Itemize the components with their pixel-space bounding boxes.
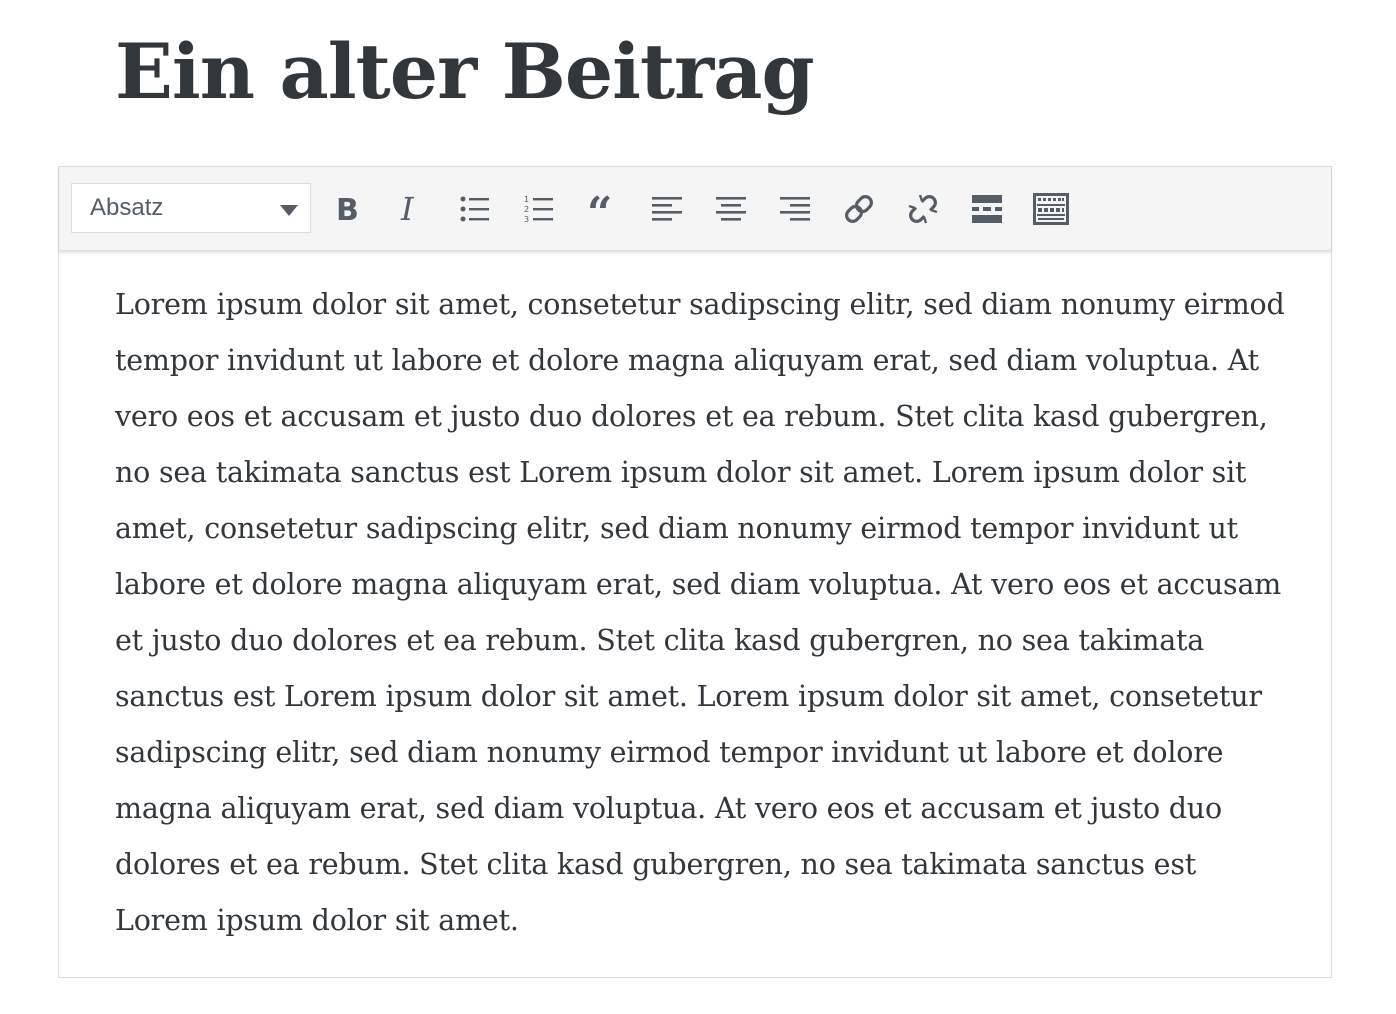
editor bbox=[58, 166, 1332, 978]
editor-toolbar bbox=[59, 167, 1331, 251]
blockquote-button[interactable] bbox=[581, 187, 625, 231]
blockquote-icon bbox=[587, 194, 619, 224]
dropdown-arrow-icon bbox=[280, 205, 298, 216]
read-more-icon bbox=[971, 194, 1003, 224]
svg-text:“: “ bbox=[587, 194, 613, 224]
align-right-icon bbox=[780, 195, 810, 223]
align-left-button[interactable] bbox=[645, 187, 689, 231]
insert-link-button[interactable] bbox=[837, 187, 881, 231]
align-center-icon bbox=[716, 195, 746, 223]
link-icon bbox=[842, 192, 876, 226]
align-left-icon bbox=[652, 195, 682, 223]
align-right-button[interactable] bbox=[773, 187, 817, 231]
italic-button[interactable] bbox=[388, 187, 432, 231]
svg-text:2: 2 bbox=[524, 205, 530, 214]
toolbar-toggle-button[interactable] bbox=[1029, 187, 1073, 231]
bold-button[interactable] bbox=[324, 187, 368, 231]
bulleted-list-icon bbox=[460, 195, 490, 223]
format-select-value: Absatz bbox=[90, 194, 164, 221]
numbered-list-icon bbox=[524, 194, 554, 224]
italic-icon bbox=[397, 194, 423, 224]
numbered-list-button[interactable] bbox=[517, 187, 561, 231]
svg-text:I: I bbox=[401, 194, 414, 224]
remove-link-button[interactable] bbox=[901, 187, 945, 231]
svg-text:B: B bbox=[336, 194, 359, 224]
svg-text:1: 1 bbox=[524, 195, 530, 204]
bulleted-list-button[interactable] bbox=[453, 187, 497, 231]
svg-text:3: 3 bbox=[524, 215, 530, 224]
align-center-button[interactable] bbox=[709, 187, 753, 231]
unlink-icon bbox=[906, 192, 940, 226]
post-title[interactable]: Ein alter Beitrag bbox=[115, 27, 814, 116]
toolbar-toggle-icon bbox=[1033, 193, 1069, 225]
bold-icon bbox=[333, 194, 359, 224]
read-more-button[interactable] bbox=[965, 187, 1009, 231]
post-content[interactable]: Lorem ipsum dolor sit amet, consetetur sadipscing elitr, sed diam nonumy eirmod tempor invidunt ut labore et dolore magna aliquyam erat, sed diam voluptua. At vero eos et accusam et justo duo dolores et ea rebum. Stet clita kasd gubergren, no sea takimata sanctus est Lorem ipsum dolor sit amet. Lorem ipsum dolor sit amet, consetetur sadipscing elitr, sed diam nonumy eirmod tempor invidunt ut labore et dolore magna aliquyam erat, sed diam voluptua. At vero eos et accusam et justo duo dolores et ea rebum. Stet clita kasd gubergren, no sea takimata sanctus est Lorem ipsum dolor sit amet. Lorem ipsum dolor sit amet, consetetur sadipscing elitr, sed diam nonumy eirmod tempor invidunt ut labore et dolore magna aliquyam erat, sed diam voluptua. At vero eos et accusam et justo duo dolores et ea rebum. Stet clita kasd gubergren, no sea takimata sanctus est Lorem ipsum dolor sit amet. bbox=[115, 288, 1285, 937]
format-select[interactable] bbox=[71, 183, 311, 233]
